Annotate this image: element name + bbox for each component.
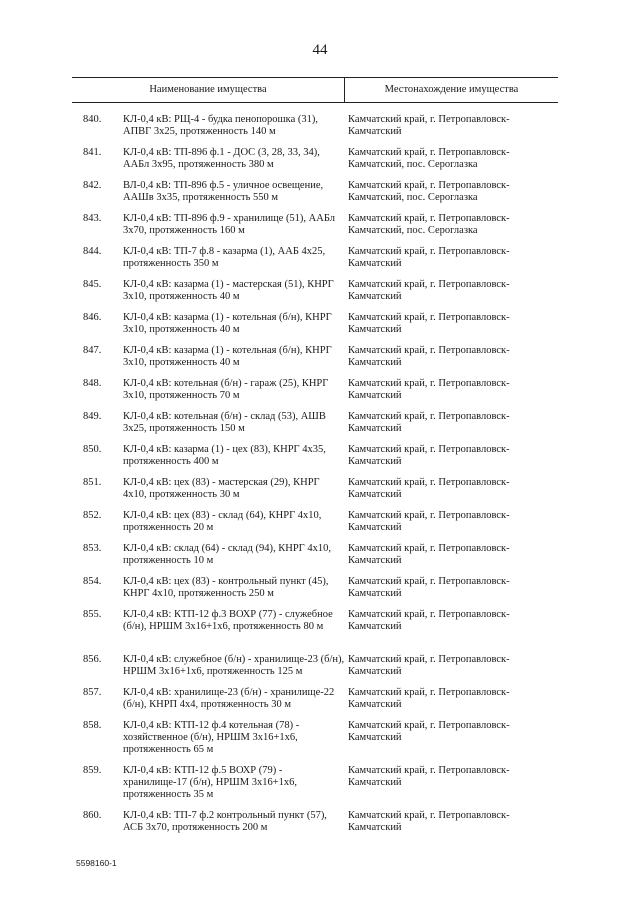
row-location: Камчатский край, г. Петропавловск-Камчатский	[348, 114, 510, 137]
table-row	[0, 543, 640, 567]
table-row	[0, 114, 640, 138]
table-row	[0, 477, 640, 501]
row-location: Камчатский край, г. Петропавловск-Камчатский, пос. Сероглазка	[348, 213, 510, 236]
row-location: Камчатский край, г. Петропавловск-Камчатский	[348, 477, 510, 500]
table-row	[0, 654, 640, 678]
row-property-name: КЛ-0,4 кВ: казарма (1) - мастерская (51), КНРГ 3х10, протяженность 40 м	[123, 279, 334, 302]
table-row	[0, 345, 640, 369]
row-property-name: ВЛ-0,4 кВ: ТП-896 ф.5 - уличное освещение, ААШв 3х35, протяженность 550 м	[123, 180, 324, 203]
row-number: 841.	[83, 147, 102, 158]
row-property-name: КЛ-0,4 кВ: КТП-12 ф.3 ВОХР (77) - служебное (б/н), НРШМ 3х16+1х6, протяженность 80 м	[123, 609, 333, 632]
row-number: 860.	[83, 810, 102, 821]
table-row	[0, 411, 640, 435]
table-row	[0, 180, 640, 204]
row-property-name: КЛ-0,4 кВ: цех (83) - контрольный пункт (45), КНРГ 4х10, протяженность 250 м	[123, 576, 329, 599]
row-number: 858.	[83, 720, 102, 731]
header-name-column: Наименование имущества	[72, 78, 345, 102]
row-property-name: КЛ-0,4 кВ: ТП-7 ф.2 контрольный пункт (57), АСБ 3х70, протяженность 200 м	[123, 810, 327, 833]
row-location: Камчатский край, г. Петропавловск-Камчатский	[348, 510, 510, 533]
row-location: Камчатский край, г. Петропавловск-Камчатский, пос. Сероглазка	[348, 180, 510, 203]
page-number: 44	[312, 42, 328, 58]
row-location: Камчатский край, г. Петропавловск-Камчатский	[348, 411, 510, 434]
row-location: Камчатский край, г. Петропавловск-Камчатский	[348, 345, 510, 368]
table-row	[0, 147, 640, 171]
row-number: 846.	[83, 312, 102, 323]
row-property-name: КЛ-0,4 кВ: РЩ-4 - будка пенопорошка (31), АПВГ 3х25, протяженность 140 м	[123, 114, 318, 137]
row-location: Камчатский край, г. Петропавловск-Камчатский, пос. Сероглазка	[348, 147, 510, 170]
row-property-name: КЛ-0,4 кВ: хранилище-23 (б/н) - хранилище-22 (б/н), КНРП 4х4, протяженность 30 м	[123, 687, 335, 710]
row-number: 843.	[83, 213, 102, 224]
table-row	[0, 720, 640, 756]
row-location: Камчатский край, г. Петропавловск-Камчатский	[348, 543, 510, 566]
row-number: 850.	[83, 444, 102, 455]
row-property-name: КЛ-0,4 кВ: казарма (1) - цех (83), КНРГ 4х35, протяженность 400 м	[123, 444, 326, 467]
row-number: 844.	[83, 246, 102, 257]
row-location: Камчатский край, г. Петропавловск-Камчатский	[348, 609, 510, 632]
row-number: 845.	[83, 279, 102, 290]
table-row	[0, 378, 640, 402]
table-row	[0, 246, 640, 270]
row-number: 849.	[83, 411, 102, 422]
document-code: 5598160-1	[76, 858, 117, 868]
table-row	[0, 609, 640, 645]
row-property-name: КЛ-0,4 кВ: ТП-896 ф.1 - ДОС (3, 28, 33, 34), ААБл 3х95, протяженность 380 м	[123, 147, 320, 170]
table-row	[0, 312, 640, 336]
row-number: 840.	[83, 114, 102, 125]
row-location: Камчатский край, г. Петропавловск-Камчатский	[348, 378, 510, 401]
row-location: Камчатский край, г. Петропавловск-Камчатский	[348, 810, 510, 833]
table-body	[0, 114, 640, 843]
row-number: 857.	[83, 687, 102, 698]
row-property-name: КЛ-0,4 кВ: КТП-12 ф.5 ВОХР (79) - хранилище-17 (б/н), НРШМ 3х16+1х6, протяженность 35 м	[123, 765, 298, 800]
row-property-name: КЛ-0,4 кВ: ТП-7 ф.8 - казарма (1), ААБ 4х25, протяженность 350 м	[123, 246, 326, 269]
row-location: Камчатский край, г. Петропавловск-Камчатский	[348, 576, 510, 599]
row-property-name: КЛ-0,4 кВ: КТП-12 ф.4 котельная (78) - хозяйственное (б/н), НРШМ 3х16+1х6, протяженность 65 м	[123, 720, 300, 755]
table-row	[0, 687, 640, 711]
row-number: 848.	[83, 378, 102, 389]
row-property-name: КЛ-0,4 кВ: котельная (б/н) - склад (53), АШВ 3х25, протяженность 150 м	[123, 411, 326, 434]
row-property-name: КЛ-0,4 кВ: склад (64) - склад (94), КНРГ 4х10, протяженность 10 м	[123, 543, 332, 566]
row-location: Камчатский край, г. Петропавловск-Камчатский	[348, 279, 510, 302]
table-row	[0, 444, 640, 468]
row-number: 856.	[83, 654, 102, 665]
row-property-name: КЛ-0,4 кВ: котельная (б/н) - гараж (25), КНРГ 3х10, протяженность 70 м	[123, 378, 329, 401]
row-property-name: КЛ-0,4 кВ: ТП-896 ф.9 - хранилище (51), ААБл 3х70, протяженность 160 м	[123, 213, 335, 236]
table-row	[0, 213, 640, 237]
table-row	[0, 576, 640, 600]
row-location: Камчатский край, г. Петропавловск-Камчатский	[348, 444, 510, 467]
row-location: Камчатский край, г. Петропавловск-Камчатский	[348, 654, 510, 677]
row-property-name: КЛ-0,4 кВ: казарма (1) - котельная (б/н), КНРГ 3х10, протяженность 40 м	[123, 312, 332, 335]
row-property-name: КЛ-0,4 кВ: служебное (б/н) - хранилище-23 (б/н), НРШМ 3х16+1х6, протяженность 125 м	[123, 654, 345, 677]
table-row	[0, 279, 640, 303]
row-location: Камчатский край, г. Петропавловск-Камчатский	[348, 687, 510, 710]
row-number: 855.	[83, 609, 102, 620]
header-location-column: Местонахождение имущества	[384, 84, 519, 95]
row-number: 851.	[83, 477, 102, 488]
row-number: 854.	[83, 576, 102, 587]
row-property-name: КЛ-0,4 кВ: цех (83) - мастерская (29), КНРГ 4х10, протяженность 30 м	[123, 477, 320, 500]
row-location: Камчатский край, г. Петропавловск-Камчатский	[348, 246, 510, 269]
row-property-name: КЛ-0,4 кВ: цех (83) - склад (64), КНРГ 4х10, протяженность 20 м	[123, 510, 322, 533]
table-row	[0, 765, 640, 801]
row-number: 847.	[83, 345, 102, 356]
row-location: Камчатский край, г. Петропавловск-Камчатский	[348, 765, 510, 788]
table-header	[72, 77, 558, 103]
row-property-name: КЛ-0,4 кВ: казарма (1) - котельная (б/н), КНРГ 3х10, протяженность 40 м	[123, 345, 332, 368]
row-number: 853.	[83, 543, 102, 554]
table-row	[0, 510, 640, 534]
row-number: 842.	[83, 180, 102, 191]
table-row	[0, 810, 640, 834]
row-location: Камчатский край, г. Петропавловск-Камчатский	[348, 312, 510, 335]
row-location: Камчатский край, г. Петропавловск-Камчатский	[348, 720, 510, 743]
row-number: 852.	[83, 510, 102, 521]
row-number: 859.	[83, 765, 102, 776]
